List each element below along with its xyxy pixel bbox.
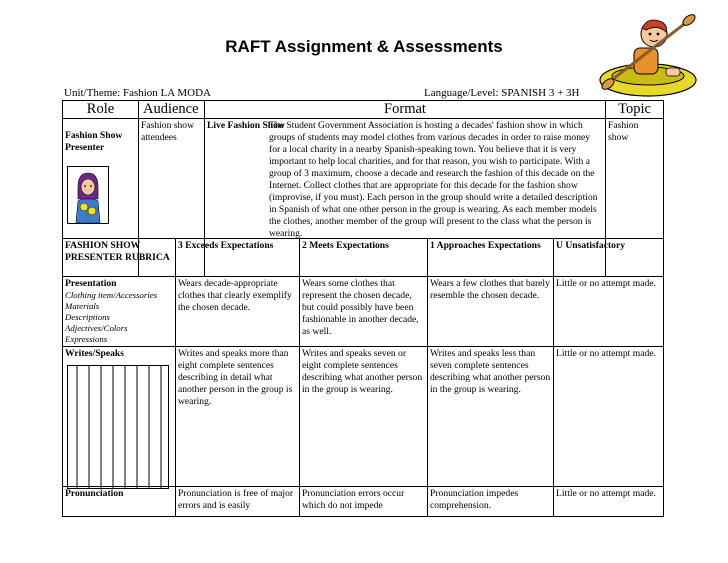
rubric-row-presentation-label — [63, 277, 176, 347]
rubric-cell: Wears decade-appropriate clothes that clearly exemplify the chosen decade. — [176, 277, 300, 347]
unit-theme: Unit/Theme: Fashion LA MODA — [64, 87, 211, 99]
raft-header-role: Role — [63, 101, 139, 119]
rubric-row-sub: Clothing item/Accessories Materials Descriptions Adjectives/Colors Expressions — [65, 290, 158, 344]
rubric-row-name: Writes/Speaks — [65, 348, 124, 359]
rubric-cell: Little or no attempt made. — [554, 347, 664, 487]
rubric-row-writes-label — [63, 347, 176, 487]
rubric-cell: Writes and speaks more than eight complete sentences describing in detail what another person in the group is wearing. — [176, 347, 300, 487]
raft-header-format: Format — [205, 101, 606, 119]
language-level: Language/Level: SPANISH 3 + 3H — [424, 87, 580, 99]
rubric-cell: Pronunciation impedes comprehension. — [428, 487, 554, 517]
rubric-cell: Pronunciation errors occur which do not impede — [300, 487, 428, 517]
raft-audience: Fashion show attendees — [139, 119, 205, 277]
writing-lines-graphic — [67, 365, 169, 489]
rubric-cell: Writes and speaks less than seven complete sentences describing what another person in the group is wearing. — [428, 347, 554, 487]
raft-format-body: The Student Government Association is hosting a decades' fashion show in which groups of students may model clothes from various decades in order to raise money for a local charity in a nearby Spanish-speaking town. You believe that it is very important to help local charities, and for that reason, you wish to participate. With a group of 3 maximum, choose a decade and research the fashion of this decade on the Internet. Collect clothes that are appropriate for this decade for the fashion show (improvise, if you must). Each person in the group should write a detailed description in Spanish of what one other person in the group is wearing. As each member models the clothes, another member of the group will present to the class what the person is wearing. — [269, 120, 598, 239]
presenter-figure-icon — [67, 166, 109, 224]
rubric-cell: Little or no attempt made. — [554, 487, 664, 517]
rubric-cell: Little or no attempt made. — [554, 277, 664, 347]
rubric-title: FASHION SHOW PRESENTER RUBRICA — [63, 239, 176, 277]
rubric-row-name: Presentation — [65, 278, 117, 289]
rubric-row-pronunciation-label: Pronunciation — [63, 487, 176, 517]
rubric-col-approaches: 1 Approaches Expectations — [428, 239, 554, 277]
raft-format-title: Live Fashion Show — [207, 120, 285, 131]
raft-role: Fashion Show Presenter — [65, 130, 123, 153]
raft-header-audience: Audience — [139, 101, 205, 119]
rubric-table — [62, 238, 664, 517]
raft-topic: Fashion show — [606, 119, 664, 277]
rubric-cell: Writes and speaks seven or eight complete sentences describing what another person in the group is wearing. — [300, 347, 428, 487]
raft-header-topic: Topic — [606, 101, 664, 119]
document-title: RAFT Assignment & Assessments — [225, 37, 503, 56]
rubric-col-meets: 2 Meets Expectations — [300, 239, 428, 277]
rubric-cell: Wears a few clothes that barely resemble the chosen decade. — [428, 277, 554, 347]
rubric-cell: Pronunciation is free of major errors and is easily — [176, 487, 300, 517]
rubric-col-exceeds: 3 Exceeds Expectations — [176, 239, 300, 277]
boat-child-clipart-icon — [596, 10, 706, 98]
rubric-cell: Wears some clothes that represent the chosen decade, but could possibly have been fashionable in another decade, as well. — [300, 277, 428, 347]
rubric-col-unsatisfactory: U Unsatisfactory — [554, 239, 664, 277]
